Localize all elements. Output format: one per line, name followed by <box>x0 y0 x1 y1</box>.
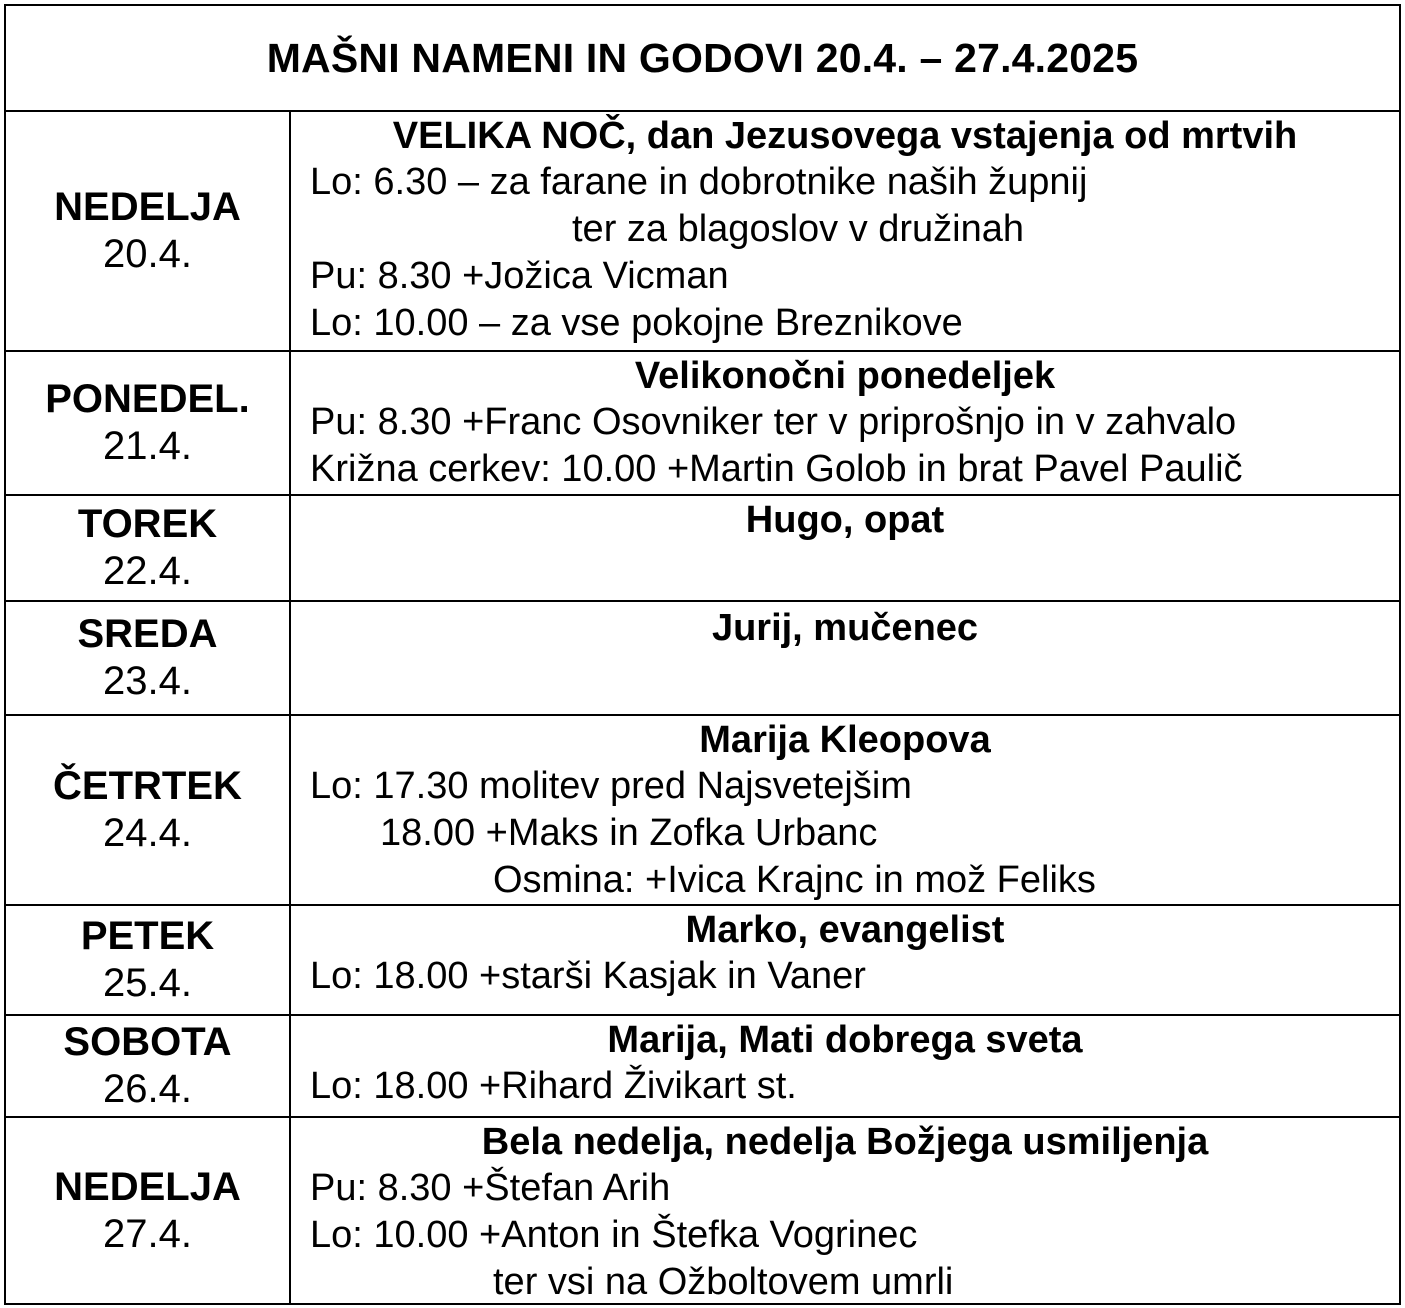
day-name: TOREK <box>77 502 218 546</box>
day-cell <box>6 906 291 1014</box>
day-cell <box>6 716 291 904</box>
mass-intention-line: Osmina: +Ivica Krajnc in mož Feliks <box>493 859 1096 901</box>
mass-intention-line: 18.00 +Maks in Zofka Urbanc <box>380 812 878 854</box>
mass-intention-line: Lo: 17.30 molitev pred Najsvetejšim <box>310 765 912 807</box>
day-cell <box>6 602 291 714</box>
mass-intention-line: Lo: 18.00 +Rihard Živikart st. <box>310 1065 797 1107</box>
day-date: 24.4. <box>103 811 192 855</box>
day-row-thursday-24 <box>6 716 1399 906</box>
mass-intention-line: Pu: 8.30 +Štefan Arih <box>310 1167 671 1209</box>
day-row-monday-21 <box>6 352 1399 496</box>
day-date: 22.4. <box>103 549 192 593</box>
day-row-friday-25 <box>6 906 1399 1016</box>
content-cell <box>291 716 1399 904</box>
mass-intention-line: Križna cerkev: 10.00 +Martin Golob in brat Pavel Paulič <box>310 448 1243 490</box>
day-date: 27.4. <box>103 1211 192 1256</box>
feast-title: Bela nedelja, nedelja Božjega usmiljenja <box>481 1121 1209 1163</box>
content-cell <box>291 112 1399 350</box>
day-row-tuesday-22 <box>6 496 1399 602</box>
day-name: PONEDEL. <box>45 377 250 421</box>
day-row-sunday-20 <box>6 112 1399 352</box>
content-cell <box>291 496 1399 600</box>
day-name: PETEK <box>80 914 215 958</box>
day-name: NEDELJA <box>54 185 241 229</box>
mass-intention-line: Lo: 6.30 – za farane in dobrotnike naših župnij <box>310 161 1088 203</box>
mass-intention-line: Lo: 10.00 +Anton in Štefka Vogrinec <box>310 1214 918 1256</box>
day-row-saturday-26 <box>6 1016 1399 1118</box>
content-cell <box>291 352 1399 494</box>
feast-title: Velikonočni ponedeljek <box>634 355 1056 397</box>
mass-intention-line: Pu: 8.30 +Jožica Vicman <box>310 255 729 297</box>
day-date: 26.4. <box>103 1067 192 1111</box>
day-cell <box>6 352 291 494</box>
feast-title: Marko, evangelist <box>685 909 1005 951</box>
feast-title: VELIKA NOČ, dan Jezusovega vstajenja od mrtvih <box>392 115 1298 157</box>
mass-intention-line: ter vsi na Ožboltovem umrli <box>493 1261 954 1303</box>
day-name: SOBOTA <box>63 1020 232 1064</box>
schedule-table <box>4 4 1401 1305</box>
day-date: 20.4. <box>103 232 192 276</box>
day-name: ČETRTEK <box>53 764 242 808</box>
day-row-sunday-27 <box>6 1118 1399 1303</box>
day-cell <box>6 1016 291 1116</box>
content-cell <box>291 1118 1399 1303</box>
mass-intention-line: Lo: 10.00 – za vse pokojne Breznikove <box>310 302 963 344</box>
day-name: NEDELJA <box>54 1164 241 1209</box>
feast-title: Marija Kleopova <box>699 719 991 761</box>
day-cell <box>6 1118 291 1303</box>
day-cell <box>6 496 291 600</box>
day-date: 23.4. <box>103 659 192 703</box>
content-cell <box>291 1016 1399 1116</box>
page-title: MAŠNI NAMENI IN GODOVI 20.4. – 27.4.2025 <box>6 6 1399 112</box>
feast-title: Hugo, opat <box>745 499 945 541</box>
day-row-wednesday-23 <box>6 602 1399 716</box>
feast-title: Jurij, mučenec <box>711 607 979 649</box>
content-cell <box>291 602 1399 714</box>
mass-intention-line: Pu: 8.30 +Franc Osovniker ter v priprošnjo in v zahvalo <box>310 401 1237 443</box>
day-date: 25.4. <box>103 961 192 1005</box>
day-cell <box>6 112 291 350</box>
mass-intention-line: ter za blagoslov v družinah <box>572 208 1025 250</box>
content-cell <box>291 906 1399 1014</box>
mass-intention-line: Lo: 18.00 +starši Kasjak in Vaner <box>310 955 866 997</box>
day-date: 21.4. <box>103 424 192 468</box>
day-name: SREDA <box>77 612 218 656</box>
feast-title: Marija, Mati dobrega sveta <box>607 1019 1083 1061</box>
